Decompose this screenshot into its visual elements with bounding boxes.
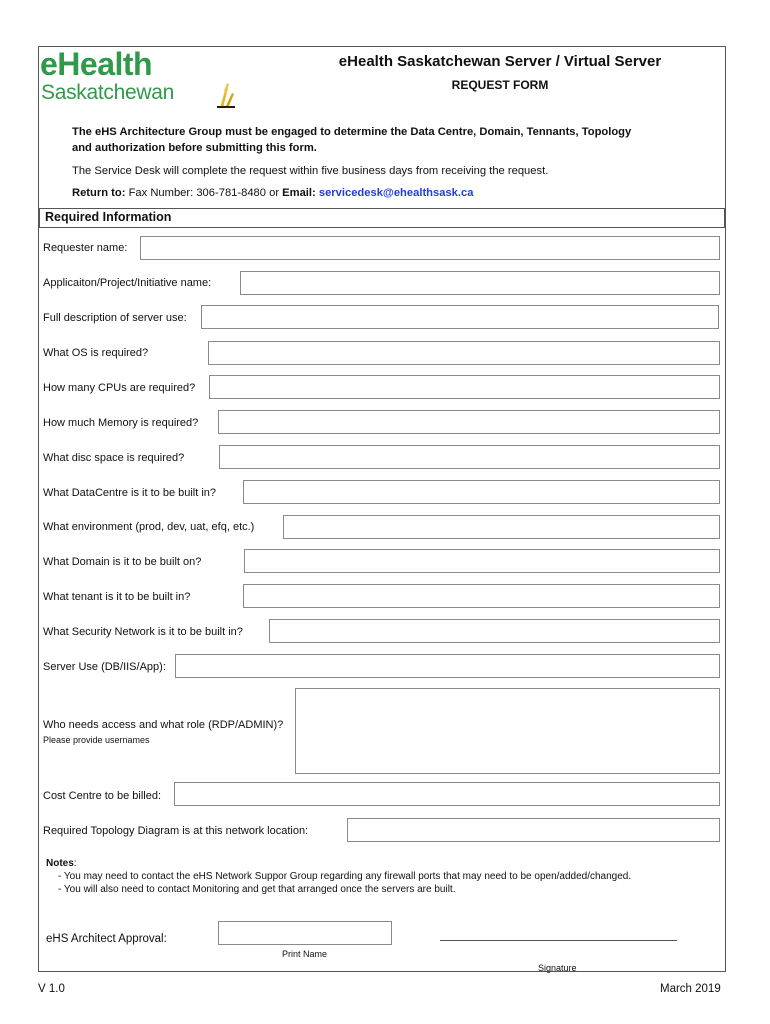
wheat-icon (216, 81, 236, 109)
security-network-label: What Security Network is it to be built in? (43, 626, 243, 638)
server-use-description-label: Full description of server use: (43, 312, 187, 324)
required-information-header: Required Information (39, 208, 725, 228)
domain-field[interactable] (244, 549, 720, 573)
environment-label: What environment (prod, dev, uat, efq, etc.) (43, 521, 255, 533)
datacentre-label: What DataCentre is it to be built in? (43, 487, 217, 499)
notes-title: Notes (46, 858, 74, 869)
topology-location-field[interactable] (347, 818, 720, 842)
form-title: eHealth Saskatchewan Server / Virtual Server (338, 53, 662, 70)
signature-caption: Signature (538, 963, 577, 973)
domain-label: What Domain is it to be built on? (43, 556, 202, 568)
server-use-label: Server Use (DB/IIS/App): (43, 661, 166, 673)
environment-field[interactable] (283, 515, 720, 539)
email-link[interactable]: servicedesk@ehealthsask.ca (318, 187, 474, 199)
service-desk-note: The Service Desk will complete the request within five business days from receiving the request. (72, 165, 549, 177)
security-network-field[interactable] (269, 619, 720, 643)
cpu-label: How many CPUs are required? (43, 382, 196, 394)
application-name-field[interactable] (240, 271, 720, 295)
server-use-description-field[interactable] (201, 305, 719, 329)
access-role-field[interactable] (295, 688, 720, 774)
ehealth-logo (40, 46, 210, 114)
topology-location-label: Required Topology Diagram is at this network location: (43, 825, 309, 837)
cost-centre-field[interactable] (174, 782, 720, 806)
application-name-label: Applicaiton/Project/Initiative name: (43, 277, 212, 289)
disc-space-label: What disc space is required? (43, 452, 185, 464)
architecture-note-line2: and authorization before submitting this form. (72, 142, 317, 154)
cpu-field[interactable] (209, 375, 720, 399)
architect-print-name-field[interactable] (218, 921, 392, 945)
tenant-field[interactable] (243, 584, 720, 608)
form-date: March 2019 (660, 983, 721, 995)
version-label: V 1.0 (38, 983, 65, 995)
return-label: Return to: (72, 187, 126, 199)
access-role-sublabel: Please provide usernames (43, 735, 150, 745)
requester-name-field[interactable] (140, 236, 720, 260)
memory-field[interactable] (218, 410, 720, 434)
memory-label: How much Memory is required? (43, 417, 199, 429)
return-to-line (72, 185, 473, 201)
server-use-field[interactable] (175, 654, 720, 678)
intro-block (72, 124, 712, 199)
note-item: - You may need to contact the eHS Network Suppor Group regarding any firewall ports that may need to be open/added/changed. (58, 871, 632, 882)
notes-block: Notes: - You may need to contact the eHS Network Suppor Group regarding any firewall ports that may need to be open/added/changed. - You will also need to contact Monitoring and get that arranged once the servers are built. (46, 857, 706, 896)
logo-saskatchewan-text: Saskatchewan (41, 81, 174, 104)
datacentre-field[interactable] (243, 480, 720, 504)
signature-line (440, 940, 677, 941)
note-item: - You will also need to contact Monitoring and get that arranged once the servers are built. (58, 884, 456, 895)
cost-centre-label: Cost Centre to be billed: (43, 790, 162, 802)
architect-approval-label: eHS Architect Approval: (46, 933, 167, 945)
architecture-note-line1: The eHS Architecture Group must be engaged to determine the Data Centre, Domain, Tennants, Topology (72, 126, 632, 138)
disc-space-field[interactable] (219, 445, 720, 469)
os-label: What OS is required? (43, 347, 149, 359)
form-subtitle: REQUEST FORM (451, 78, 549, 92)
requester-name-label: Requester name: (43, 242, 128, 254)
print-name-caption: Print Name (282, 949, 328, 959)
tenant-label: What tenant is it to be built in? (43, 591, 191, 603)
os-field[interactable] (208, 341, 720, 365)
fax-text: Fax Number: 306-781-8480 or (128, 187, 280, 199)
email-label: Email: (282, 187, 316, 199)
logo-ehealth-text: eHealth (40, 46, 153, 82)
access-role-label: Who needs access and what role (RDP/ADMIN)? (43, 719, 284, 731)
